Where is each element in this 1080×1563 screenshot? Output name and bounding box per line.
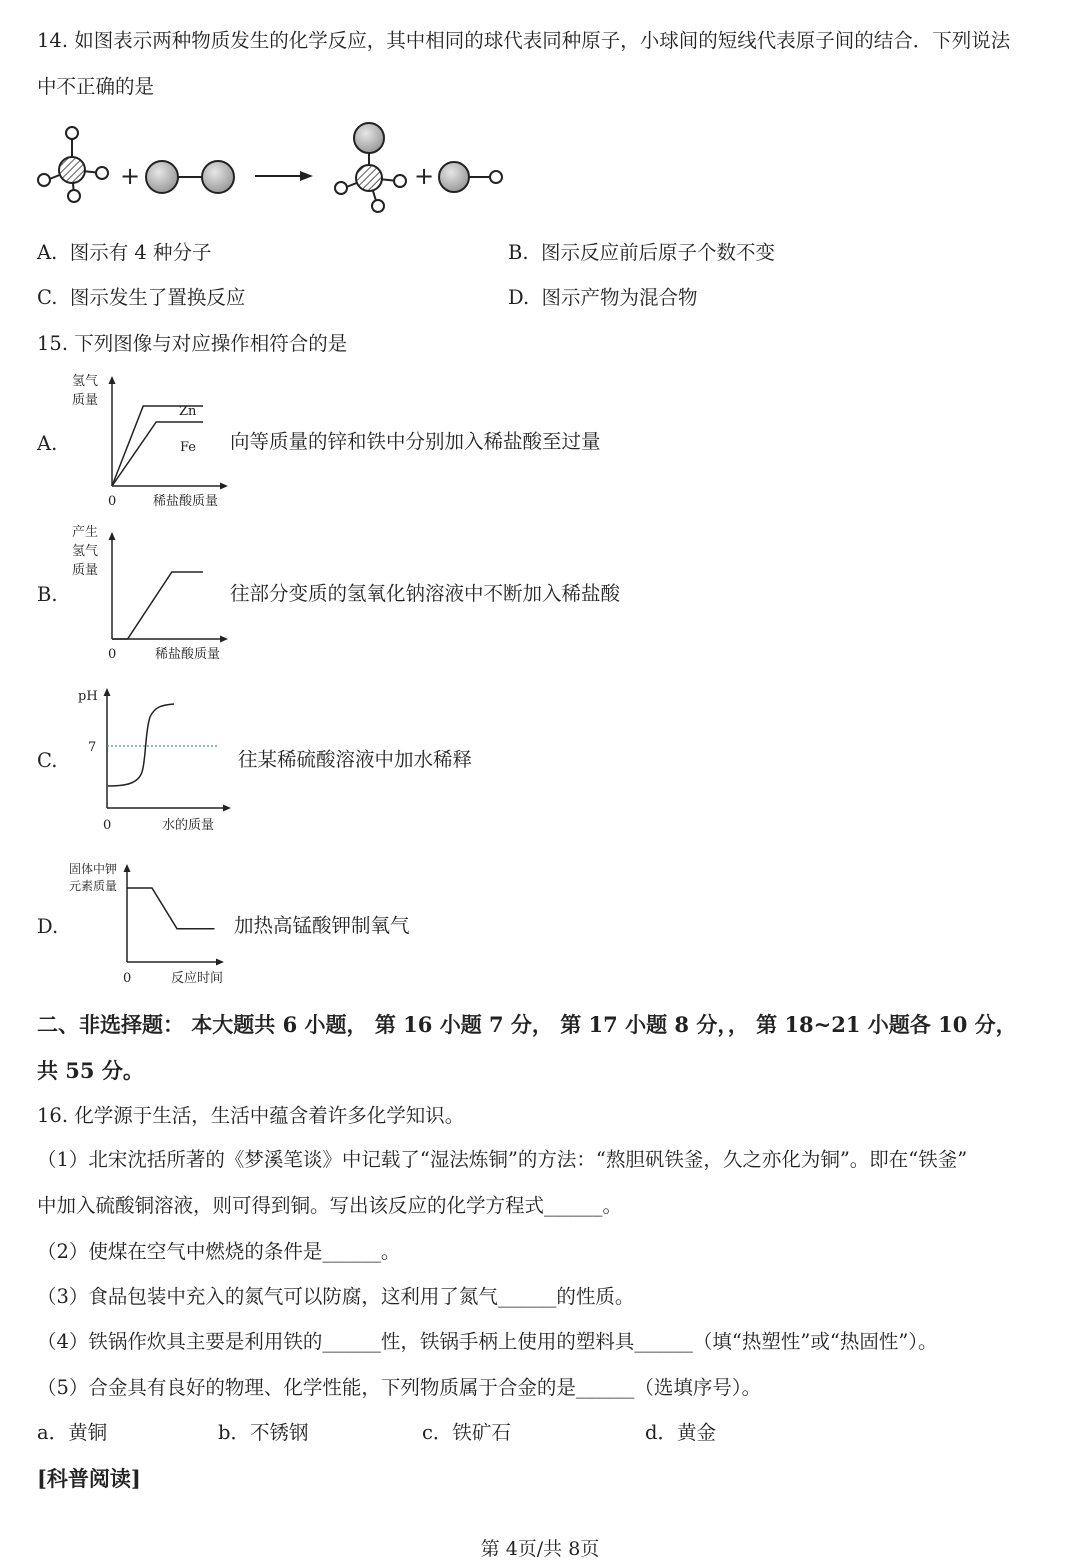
chart-c-ref-label: 7 [88, 740, 97, 755]
chart-a-ylabel-1: 氢气 [72, 374, 99, 389]
q14-stem-line2: 中不正确的是 [37, 75, 155, 98]
reactant-molecule-1 [38, 127, 108, 202]
q14-option-b [508, 243, 775, 263]
q16-part4: （4）铁锅作炊具主要是利用铁的______性，铁锅手柄上使用的塑料具______（填“热塑性”或“热固性”）。 [37, 1330, 938, 1353]
chart-d [0, 855, 260, 990]
section2-heading-line2: 共 55 分。 [37, 1058, 144, 1083]
chart-b-origin: 0 [108, 647, 117, 662]
q16-stem: 16. 化学源于生活，生活中蕴含着许多化学知识。 [37, 1104, 465, 1127]
option-label: B. [508, 241, 529, 264]
product-molecule-2 [439, 162, 502, 192]
q15-option-d-text: 加热高锰酸钾制氧气 [234, 914, 410, 937]
chart-b-ylabel-3: 质量 [72, 563, 99, 578]
q15-option-a-text: 向等质量的锌和铁中分别加入稀盐酸至过量 [230, 430, 601, 453]
chart-d-xlabel: 反应时间 [171, 971, 224, 986]
product-molecule-1 [335, 123, 406, 212]
chart-c-ylabel: pH [78, 689, 98, 704]
chart-a-origin: 0 [108, 494, 117, 509]
chart-d-series-line [127, 888, 215, 929]
chart-a-y-arrow-icon [109, 376, 116, 384]
chart-c-origin: 0 [103, 818, 112, 833]
q16-part2: （2）使煤在空气中燃烧的条件是______。 [37, 1240, 401, 1263]
q16-part5: （5）合金具有良好的物理、化学性能，下列物质属于合金的是______（选填序号）。 [37, 1376, 762, 1399]
q14-option-a [37, 243, 212, 263]
chart-a-x-arrow-icon [220, 483, 228, 490]
option-text: 图示有 4 种分子 [69, 241, 212, 264]
chart-a-series-fe-label: Fe [180, 440, 197, 455]
q14-stem-line1: 14. 如图表示两种物质发生的化学反应，其中相同的球代表同种原子，小球间的短线代表原子间的结合．下列说法 [37, 29, 1011, 52]
q15-option-d-label: D. [37, 915, 59, 938]
chart-d-ylabel-2: 元素质量 [69, 879, 118, 893]
option-label: C. [37, 286, 58, 309]
chart-c-series-curve [108, 704, 174, 786]
q16-choice-c: c．铁矿石 [422, 1421, 511, 1444]
molecule-reaction-diagram [30, 118, 520, 228]
option-label: D. [508, 286, 530, 309]
chart-a [0, 368, 260, 513]
chart-d-origin: 0 [123, 971, 132, 986]
q15-option-b-text: 往部分变质的氢氧化钠溶液中不断加入稀盐酸 [230, 582, 621, 605]
q15-stem: 15. 下列图像与对应操作相符合的是 [37, 332, 348, 355]
q16-part3: （3）食品包装中充入的氮气可以防腐，这利用了氮气______的性质。 [37, 1285, 635, 1308]
q15-option-a-label: A. [37, 432, 58, 455]
chart-b-ylabel-2: 氢气 [72, 544, 99, 559]
chart-b [0, 518, 260, 663]
chart-b-xlabel: 稀盐酸质量 [155, 647, 221, 662]
option-text: 图示产物为混合物 [541, 286, 698, 309]
option-label: A. [37, 241, 58, 264]
chart-a-ylabel-2: 质量 [72, 393, 99, 408]
chart-c-xlabel: 水的质量 [162, 818, 215, 833]
q16-choice-b: b．不锈钢 [218, 1421, 309, 1444]
q14-option-c [37, 288, 245, 308]
chart-b-ylabel-1: 产生 [72, 525, 99, 540]
plus-sign-2: + [414, 162, 435, 190]
chart-b-x-arrow-icon [220, 636, 228, 643]
reaction-arrow-icon [255, 171, 313, 181]
chart-a-series-zn-label: Zn [179, 404, 197, 419]
chart-c-x-arrow-icon [223, 805, 231, 812]
chart-b-series-line [112, 572, 203, 639]
plus-sign-1: + [120, 162, 141, 190]
q16-part1-line1: （1）北宋沈括所著的《梦溪笔谈》中记载了“湿法炼铜”的方法：“熬胆矾铁釜，久之亦化为铜”。即在“铁釜” [37, 1148, 968, 1171]
option-text: 图示发生了置换反应 [69, 286, 246, 309]
page-footer: 第 4页/共 8页 [480, 1538, 600, 1560]
q14-option-d [508, 288, 698, 308]
q15-option-c-label: C. [37, 749, 58, 772]
chart-d-ylabel-1: 固体中钾 [69, 862, 118, 876]
reading-section-heading: [科普阅读] [37, 1466, 141, 1491]
reactant-molecule-2 [146, 161, 234, 193]
chart-c [0, 680, 260, 840]
q16-choice-d: d．黄金 [645, 1421, 716, 1444]
section2-heading-line1: 二、非选择题： 本大题共 6 小题， 第 16 小题 7 分， 第 17 小题 8 分，， 第 18~21 小题各 10 分， [37, 1012, 1017, 1037]
q16-choice-a: a．黄铜 [37, 1421, 108, 1444]
q15-option-b-label: B. [37, 583, 58, 606]
chart-d-y-arrow-icon [124, 864, 131, 872]
option-text: 图示反应前后原子个数不变 [540, 241, 775, 264]
chart-a-xlabel: 稀盐酸质量 [153, 494, 219, 509]
chart-c-y-arrow-icon [104, 688, 111, 696]
chart-d-x-arrow-icon [216, 959, 224, 966]
q16-part1-line2: 中加入硫酸铜溶液，则可得到铜。写出该反应的化学方程式______。 [37, 1194, 623, 1217]
q15-option-c-text: 往某稀硫酸溶液中加水稀释 [238, 748, 473, 771]
chart-b-y-arrow-icon [109, 532, 116, 540]
